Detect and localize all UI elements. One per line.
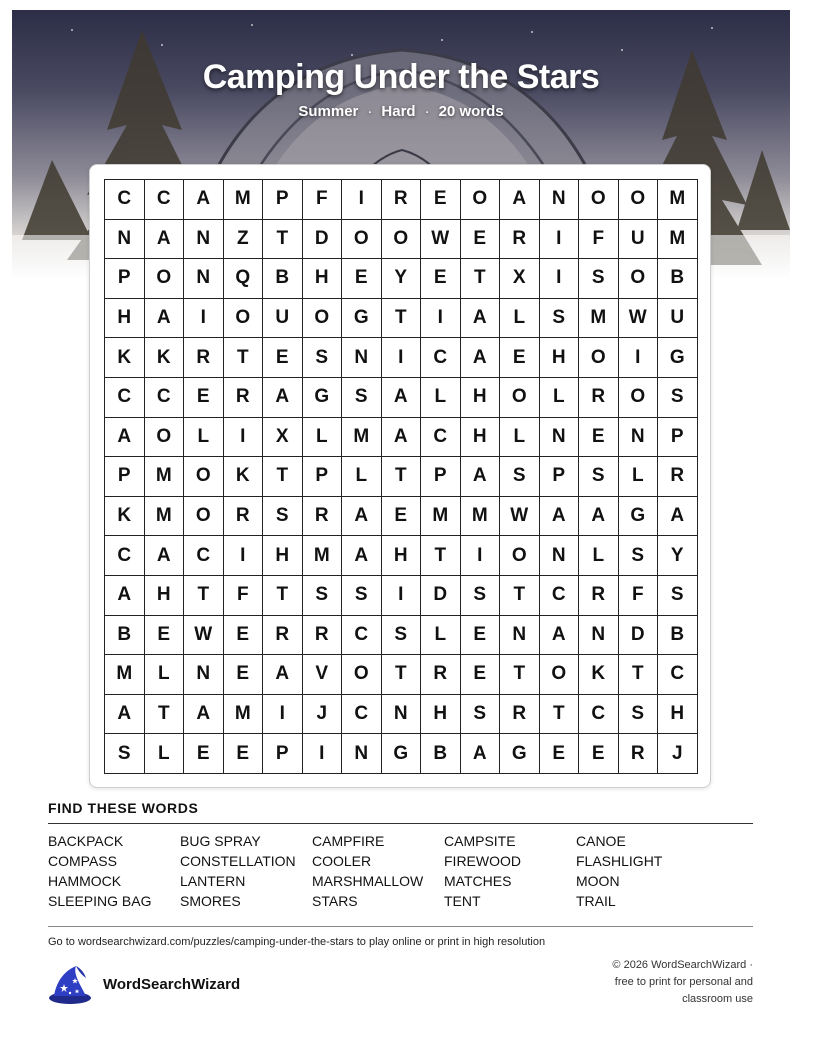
grid-cell[interactable]: M <box>145 457 185 497</box>
puzzle-title: Camping Under the Stars <box>202 58 600 96</box>
grid-cell[interactable]: N <box>184 655 224 695</box>
grid-cell[interactable]: X <box>500 259 540 299</box>
grid-cell[interactable]: Z <box>224 220 264 260</box>
word-list-item: LANTERN <box>180 873 246 889</box>
season-label: Summer <box>298 103 359 120</box>
grid-cell[interactable]: J <box>303 695 343 735</box>
word-list-item: STARS <box>312 893 358 909</box>
grid-cell[interactable]: E <box>263 338 303 378</box>
grid-cell[interactable]: L <box>421 616 461 656</box>
grid-cell[interactable]: O <box>619 259 659 299</box>
grid-cell[interactable]: S <box>540 299 580 339</box>
grid-cell[interactable]: C <box>145 180 185 220</box>
grid-cell[interactable]: I <box>421 299 461 339</box>
grid-cell[interactable]: Y <box>658 536 698 576</box>
copyright-line: free to print for personal and <box>614 976 753 988</box>
grid-cell[interactable]: N <box>342 734 382 774</box>
copyright-line: © 2026 WordSearchWizard · <box>612 959 753 971</box>
grid-cell[interactable]: A <box>263 655 303 695</box>
grid-cell[interactable]: B <box>658 259 698 299</box>
grid-cell[interactable]: C <box>421 418 461 458</box>
grid-cell[interactable]: F <box>619 576 659 616</box>
grid-cell[interactable]: N <box>579 616 619 656</box>
brand-name: WordSearchWizard <box>103 975 241 993</box>
grid-cell[interactable]: P <box>303 457 343 497</box>
grid-cell[interactable]: L <box>342 457 382 497</box>
grid-cell[interactable]: P <box>263 734 303 774</box>
grid-cell[interactable]: A <box>145 536 185 576</box>
grid-cell[interactable]: B <box>421 734 461 774</box>
grid-cell[interactable]: S <box>342 378 382 418</box>
grid-cell[interactable]: C <box>579 695 619 735</box>
grid-cell[interactable]: R <box>224 497 264 537</box>
grid-cell[interactable]: A <box>342 536 382 576</box>
grid-cell[interactable]: R <box>658 457 698 497</box>
grid-cell[interactable]: A <box>184 695 224 735</box>
grid-cell[interactable]: A <box>263 378 303 418</box>
grid-cell[interactable]: E <box>421 180 461 220</box>
grid-cell[interactable]: T <box>500 655 540 695</box>
grid-cell[interactable]: O <box>342 220 382 260</box>
grid-cell[interactable]: T <box>421 536 461 576</box>
word-list-item: TRAIL <box>576 893 616 909</box>
grid-cell[interactable]: A <box>461 734 501 774</box>
grid-cell[interactable]: S <box>105 734 145 774</box>
grid-cell[interactable]: H <box>105 299 145 339</box>
letter-grid[interactable] <box>104 179 698 774</box>
grid-cell[interactable]: N <box>500 616 540 656</box>
grid-cell[interactable]: N <box>540 180 580 220</box>
grid-cell[interactable]: U <box>263 299 303 339</box>
grid-cell[interactable]: U <box>658 299 698 339</box>
grid-cell[interactable]: W <box>500 497 540 537</box>
grid-cell[interactable]: E <box>461 220 501 260</box>
grid-cell[interactable]: I <box>224 418 264 458</box>
grid-cell[interactable]: E <box>461 655 501 695</box>
brand-logo[interactable] <box>46 962 240 1006</box>
grid-cell[interactable]: O <box>184 457 224 497</box>
grid-cell[interactable]: E <box>184 734 224 774</box>
grid-cell[interactable]: P <box>421 457 461 497</box>
grid-cell[interactable]: H <box>382 536 422 576</box>
grid-cell[interactable]: O <box>579 180 619 220</box>
grid-cell[interactable]: E <box>342 259 382 299</box>
grid-cell[interactable]: M <box>579 299 619 339</box>
grid-cell[interactable]: S <box>303 338 343 378</box>
grid-cell[interactable]: S <box>579 259 619 299</box>
grid-cell[interactable]: R <box>579 576 619 616</box>
grid-cell[interactable]: T <box>263 220 303 260</box>
grid-cell[interactable]: E <box>224 734 264 774</box>
grid-cell[interactable]: I <box>342 180 382 220</box>
word-list-item: MATCHES <box>444 873 512 889</box>
grid-cell[interactable]: T <box>619 655 659 695</box>
grid-cell[interactable]: E <box>540 734 580 774</box>
grid-cell[interactable]: C <box>342 695 382 735</box>
grid-cell[interactable]: B <box>105 616 145 656</box>
grid-cell[interactable]: D <box>619 616 659 656</box>
grid-cell[interactable]: N <box>342 338 382 378</box>
grid-cell[interactable]: A <box>579 497 619 537</box>
grid-cell[interactable]: O <box>619 378 659 418</box>
grid-cell[interactable]: E <box>579 418 619 458</box>
grid-cell[interactable]: G <box>342 299 382 339</box>
grid-cell[interactable]: T <box>382 299 422 339</box>
grid-cell[interactable]: A <box>145 220 185 260</box>
grid-cell[interactable]: E <box>145 616 185 656</box>
difficulty-label: Hard <box>381 103 416 120</box>
divider <box>48 926 753 927</box>
grid-cell[interactable]: A <box>145 299 185 339</box>
grid-cell[interactable]: A <box>382 418 422 458</box>
grid-cell[interactable]: A <box>342 497 382 537</box>
meta-separator: · <box>367 103 373 120</box>
grid-cell[interactable]: T <box>540 695 580 735</box>
grid-cell[interactable]: O <box>145 418 185 458</box>
grid-cell[interactable]: P <box>263 180 303 220</box>
grid-cell[interactable]: C <box>105 378 145 418</box>
word-list-item: TENT <box>444 893 481 909</box>
grid-cell[interactable]: C <box>145 378 185 418</box>
footer-note[interactable]: Go to wordsearchwizard.com/puzzles/camping-under-the-stars to play online or print in high resolution <box>48 936 546 948</box>
grid-cell[interactable]: M <box>224 180 264 220</box>
grid-cell[interactable]: C <box>105 180 145 220</box>
grid-cell[interactable]: M <box>658 220 698 260</box>
grid-cell[interactable]: I <box>303 734 343 774</box>
word-list-item: HAMMOCK <box>48 873 122 889</box>
grid-cell[interactable]: V <box>303 655 343 695</box>
grid-cell[interactable]: H <box>540 338 580 378</box>
grid-cell[interactable]: P <box>658 418 698 458</box>
grid-cell[interactable]: A <box>658 497 698 537</box>
grid-cell[interactable]: W <box>421 220 461 260</box>
grid-cell[interactable]: L <box>145 655 185 695</box>
grid-cell[interactable]: S <box>500 457 540 497</box>
grid-cell[interactable]: C <box>658 655 698 695</box>
grid-cell[interactable]: I <box>540 259 580 299</box>
word-list-item: CAMPSITE <box>444 833 516 849</box>
grid-cell[interactable]: A <box>105 576 145 616</box>
grid-cell[interactable]: R <box>500 695 540 735</box>
grid-cell[interactable]: H <box>461 378 501 418</box>
grid-cell[interactable]: E <box>184 378 224 418</box>
grid-cell[interactable]: E <box>382 497 422 537</box>
wizard-hat-icon <box>46 962 94 1006</box>
grid-cell[interactable]: G <box>500 734 540 774</box>
grid-cell[interactable]: H <box>145 576 185 616</box>
grid-cell[interactable]: F <box>224 576 264 616</box>
grid-cell[interactable]: R <box>619 734 659 774</box>
grid-cell[interactable]: L <box>500 418 540 458</box>
grid-cell[interactable]: M <box>421 497 461 537</box>
grid-cell[interactable]: M <box>145 497 185 537</box>
word-list-item: SMORES <box>180 893 241 909</box>
grid-cell[interactable]: A <box>184 180 224 220</box>
grid-cell[interactable]: C <box>105 536 145 576</box>
grid-cell[interactable]: P <box>105 457 145 497</box>
grid-cell[interactable]: K <box>579 655 619 695</box>
grid-cell[interactable]: P <box>105 259 145 299</box>
grid-cell[interactable]: L <box>579 536 619 576</box>
grid-cell[interactable]: K <box>145 338 185 378</box>
grid-cell[interactable]: A <box>382 378 422 418</box>
word-list-heading: FIND THESE WORDS <box>48 800 199 816</box>
grid-cell[interactable]: R <box>184 338 224 378</box>
grid-cell[interactable]: A <box>500 180 540 220</box>
grid-cell[interactable]: F <box>579 220 619 260</box>
grid-cell[interactable]: R <box>500 220 540 260</box>
grid-cell[interactable]: S <box>658 378 698 418</box>
grid-cell[interactable]: T <box>500 576 540 616</box>
grid-cell[interactable]: Q <box>224 259 264 299</box>
grid-cell[interactable]: S <box>619 536 659 576</box>
grid-cell[interactable]: M <box>461 497 501 537</box>
word-list <box>48 831 753 911</box>
grid-cell[interactable]: I <box>540 220 580 260</box>
word-list-item: CAMPFIRE <box>312 833 385 849</box>
grid-cell[interactable]: A <box>461 338 501 378</box>
grid-cell[interactable]: N <box>619 418 659 458</box>
grid-cell[interactable]: L <box>184 418 224 458</box>
word-list-item: FIREWOOD <box>444 853 521 869</box>
grid-cell[interactable]: O <box>579 338 619 378</box>
grid-cell[interactable]: G <box>619 497 659 537</box>
grid-cell[interactable]: P <box>540 457 580 497</box>
word-list-item: COOLER <box>312 853 372 869</box>
grid-cell[interactable]: L <box>500 299 540 339</box>
grid-cell[interactable]: T <box>145 695 185 735</box>
grid-cell[interactable]: C <box>540 576 580 616</box>
grid-cell[interactable]: I <box>184 299 224 339</box>
grid-cell[interactable]: R <box>421 655 461 695</box>
grid-cell[interactable]: R <box>579 378 619 418</box>
grid-cell[interactable]: B <box>658 616 698 656</box>
grid-cell[interactable]: M <box>224 695 264 735</box>
grid-cell[interactable]: W <box>619 299 659 339</box>
grid-cell[interactable]: T <box>224 338 264 378</box>
grid-cell[interactable]: D <box>421 576 461 616</box>
grid-cell[interactable]: E <box>579 734 619 774</box>
grid-cell[interactable]: O <box>342 655 382 695</box>
grid-cell[interactable]: E <box>421 259 461 299</box>
grid-cell[interactable]: L <box>303 418 343 458</box>
copyright-line: classroom use <box>682 993 753 1005</box>
grid-cell[interactable]: A <box>540 497 580 537</box>
grid-cell[interactable]: O <box>540 655 580 695</box>
word-list-item: CANOE <box>576 833 626 849</box>
grid-cell[interactable]: L <box>421 378 461 418</box>
grid-cell[interactable]: T <box>263 457 303 497</box>
word-list-item: CONSTELLATION <box>180 853 296 869</box>
grid-cell[interactable]: R <box>303 616 343 656</box>
divider <box>48 823 753 824</box>
grid-cell[interactable]: H <box>263 536 303 576</box>
grid-cell[interactable]: Y <box>382 259 422 299</box>
grid-cell[interactable]: S <box>342 576 382 616</box>
grid-cell[interactable]: S <box>382 616 422 656</box>
grid-cell[interactable]: K <box>224 457 264 497</box>
grid-cell[interactable]: R <box>224 378 264 418</box>
word-list-item: MARSHMALLOW <box>312 873 424 889</box>
grid-cell[interactable]: S <box>461 576 501 616</box>
grid-cell[interactable]: S <box>658 576 698 616</box>
grid-cell[interactable]: S <box>303 576 343 616</box>
grid-cell[interactable]: N <box>105 220 145 260</box>
grid-cell[interactable]: L <box>619 457 659 497</box>
grid-cell[interactable]: N <box>382 695 422 735</box>
grid-cell[interactable]: N <box>540 418 580 458</box>
grid-cell[interactable]: T <box>461 259 501 299</box>
grid-cell[interactable]: C <box>421 338 461 378</box>
grid-cell[interactable]: M <box>105 655 145 695</box>
grid-cell[interactable]: E <box>224 655 264 695</box>
grid-cell[interactable]: N <box>184 220 224 260</box>
grid-cell[interactable]: T <box>382 655 422 695</box>
grid-cell[interactable]: R <box>263 616 303 656</box>
grid-cell[interactable]: O <box>184 497 224 537</box>
grid-cell[interactable]: N <box>540 536 580 576</box>
grid-cell[interactable]: I <box>382 576 422 616</box>
grid-cell[interactable]: U <box>619 220 659 260</box>
grid-cell[interactable]: H <box>461 418 501 458</box>
grid-cell[interactable]: I <box>224 536 264 576</box>
grid-cell[interactable]: A <box>461 457 501 497</box>
copyright-notice <box>583 957 753 1008</box>
word-list-item: SLEEPING BAG <box>48 893 152 909</box>
grid-cell[interactable]: I <box>263 695 303 735</box>
word-list-item: MOON <box>576 873 620 889</box>
grid-cell[interactable]: I <box>619 338 659 378</box>
grid-cell[interactable]: T <box>184 576 224 616</box>
grid-cell[interactable]: R <box>303 497 343 537</box>
grid-cell[interactable]: H <box>421 695 461 735</box>
grid-cell[interactable]: O <box>145 259 185 299</box>
grid-cell[interactable]: D <box>303 220 343 260</box>
grid-cell[interactable]: O <box>500 536 540 576</box>
grid-cell[interactable]: K <box>105 338 145 378</box>
grid-cell[interactable]: E <box>461 616 501 656</box>
grid-cell[interactable]: O <box>303 299 343 339</box>
grid-cell[interactable]: G <box>382 734 422 774</box>
grid-cell[interactable]: I <box>461 536 501 576</box>
grid-cell[interactable]: W <box>184 616 224 656</box>
grid-cell[interactable]: L <box>145 734 185 774</box>
meta-separator: · <box>424 103 430 120</box>
grid-cell[interactable]: J <box>658 734 698 774</box>
grid-cell[interactable]: F <box>303 180 343 220</box>
grid-cell[interactable]: S <box>579 457 619 497</box>
grid-cell[interactable]: K <box>105 497 145 537</box>
grid-cell[interactable]: R <box>382 180 422 220</box>
grid-cell[interactable]: M <box>342 418 382 458</box>
grid-cell[interactable]: A <box>105 418 145 458</box>
word-list-item: COMPASS <box>48 853 117 869</box>
grid-cell[interactable]: O <box>224 299 264 339</box>
grid-cell[interactable]: O <box>382 220 422 260</box>
grid-cell[interactable]: B <box>263 259 303 299</box>
grid-cell[interactable]: N <box>184 259 224 299</box>
grid-cell[interactable]: T <box>263 576 303 616</box>
grid-cell[interactable]: C <box>184 536 224 576</box>
grid-cell[interactable]: M <box>303 536 343 576</box>
grid-cell[interactable]: C <box>342 616 382 656</box>
grid-cell[interactable]: M <box>658 180 698 220</box>
grid-cell[interactable]: S <box>461 695 501 735</box>
word-list-item: BUG SPRAY <box>180 833 261 849</box>
word-list-item: FLASHLIGHT <box>576 853 663 869</box>
grid-cell[interactable]: S <box>619 695 659 735</box>
grid-cell[interactable]: T <box>382 457 422 497</box>
grid-cell[interactable]: X <box>263 418 303 458</box>
grid-cell[interactable]: G <box>303 378 343 418</box>
puzzle-meta <box>0 103 802 120</box>
grid-cell[interactable]: L <box>540 378 580 418</box>
grid-cell[interactable]: A <box>540 616 580 656</box>
grid-cell[interactable]: A <box>461 299 501 339</box>
grid-cell[interactable]: O <box>500 378 540 418</box>
word-count-label: 20 words <box>438 103 504 120</box>
grid-cell[interactable]: A <box>105 695 145 735</box>
grid-cell[interactable]: E <box>500 338 540 378</box>
grid-cell[interactable]: O <box>619 180 659 220</box>
grid-cell[interactable]: E <box>224 616 264 656</box>
grid-cell[interactable]: G <box>658 338 698 378</box>
grid-cell[interactable]: H <box>303 259 343 299</box>
grid-cell[interactable]: S <box>263 497 303 537</box>
grid-cell[interactable]: H <box>658 695 698 735</box>
grid-cell[interactable]: O <box>461 180 501 220</box>
word-list-item: BACKPACK <box>48 833 124 849</box>
grid-cell[interactable]: I <box>382 338 422 378</box>
